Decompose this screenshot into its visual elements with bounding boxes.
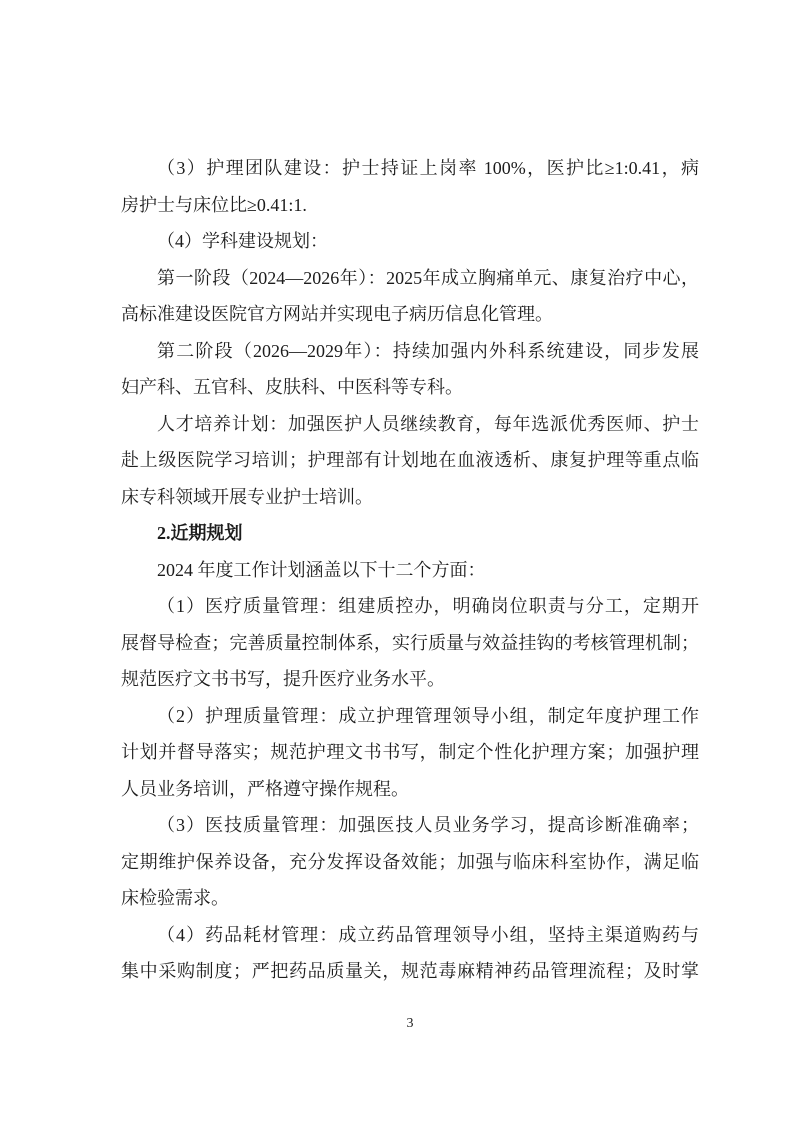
text-line: 赴上级医院学习培训；护理部有计划地在血液透析、康复护理等重点临 [121, 450, 699, 470]
text-line: 床检验需求。 [121, 888, 229, 908]
paragraph-talent-training-plan [121, 406, 699, 516]
text-line: 第二阶段（2026—2029年）：持续加强内外科系统建设，同步发展 [157, 340, 699, 361]
paragraph-nursing-team-building [121, 150, 699, 223]
text-line: 妇产科、五官科、皮肤科、中医科等专科。 [121, 377, 463, 397]
text-line: 集中采购制度；严把药品质量关，规范毒麻精神药品管理流程；及时掌 [121, 961, 699, 981]
document-text-block [121, 150, 699, 990]
text-line: 房护士与床位比≥0.41:1. [121, 194, 307, 215]
paragraph-nursing-quality-management [121, 698, 699, 808]
text-line: 展督导检查；完善质量控制体系，实行质量与效益挂钩的考核管理机制； [121, 632, 699, 653]
text-line: （4）药品耗材管理：成立药品管理领导小组，坚持主渠道购药与 [157, 924, 699, 945]
text-line: （1）医疗质量管理：组建质控办，明确岗位职责与分工，定期开 [157, 596, 699, 616]
paragraph-medtech-quality-management [121, 807, 699, 917]
text-line: （2）护理质量管理：成立护理管理领导小组，制定年度护理工作 [157, 705, 699, 726]
text-line: 人员业务培训，严格遵守操作规程。 [121, 778, 409, 799]
text-line: 定期维护保养设备，充分发挥设备效能；加强与临床科室协作，满足临 [121, 851, 699, 872]
page-number: 3 [406, 1016, 414, 1031]
paragraph-discipline-construction-plan [121, 223, 699, 260]
text-line: 高标准建设医院官方网站并实现电子病历信息化管理。 [121, 304, 553, 324]
text-line: 计划并督导落实；规范护理文书书写，制定个性化护理方案；加强护理 [121, 742, 699, 762]
paragraph-drug-consumables-management [121, 917, 699, 990]
text-line: 床专科领域开展专业护士培训。 [121, 486, 373, 507]
text-line: （3）医技质量管理：加强医技人员业务学习，提高诊断准确率； [157, 815, 699, 835]
text-line: 2024 年度工作计划涵盖以下十二个方面： [157, 559, 486, 580]
text-line: 规范医疗文书书写，提升医疗业务水平。 [121, 669, 445, 689]
paragraph-medical-quality-management [121, 588, 699, 698]
paragraph-phase-two [121, 333, 699, 406]
paragraph-annual-plan-intro [121, 552, 699, 589]
text-line: （4）学科建设规划： [157, 231, 328, 251]
text-line: （3）护理团队建设：护士持证上岗率 100%，医护比≥1:0.41，病 [157, 158, 699, 178]
section-heading: 2.近期规划 [157, 523, 243, 543]
paragraph-near-term-plan-heading [121, 515, 699, 552]
text-line: 人才培养计划：加强医护人员继续教育，每年选派优秀医师、护士 [157, 413, 699, 434]
text-line: 第一阶段（2024—2026年）：2025年成立胸痛单元、康复治疗中心， [157, 267, 699, 288]
paragraph-phase-one [121, 260, 699, 333]
